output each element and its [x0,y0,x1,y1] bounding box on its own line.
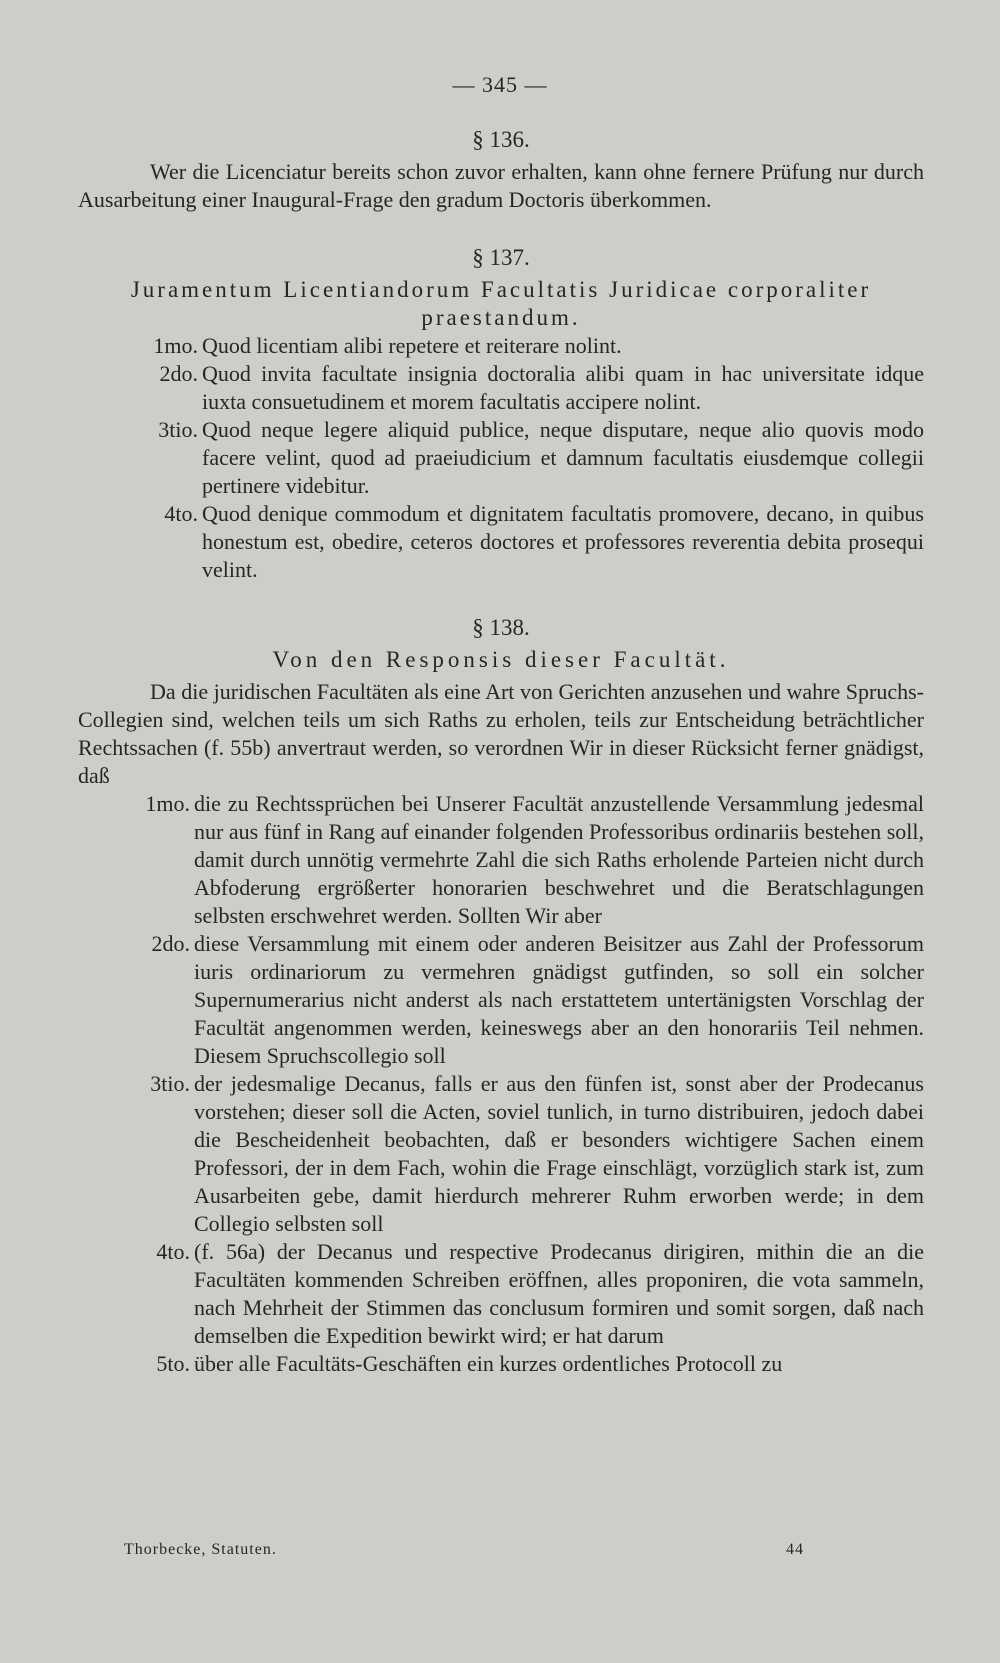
page-footer [124,1541,804,1559]
item-number: 2do. [151,931,190,956]
page-number: — 345 — [452,72,548,97]
item-text: (f. 56a) der Decanus und respective Prodecanus dirigiren, mithin die an die Facultäten kommenden Schreiben eröffnen, alles proponiren, die vota sammeln, nach Mehrheit der Stimmen das conclusum formiren und somit sorgen, daß nach demselben die Expedition bewirkt wird; er hat darum [194,1239,924,1348]
item-number: 3tio. [158,417,198,442]
footer-signature-mark: 44 [786,1541,804,1558]
list-item [78,790,924,930]
item-number: 5to. [156,1351,190,1376]
item-text: Quod denique commodum et dignitatem facultatis promovere, decano, in quibus honestum est, obedire, ceteros doctores et professores reverentia debita prosequi velint. [202,501,924,582]
list-item [78,1070,924,1238]
item-number: 4to. [156,1239,190,1264]
item-number: 4to. [164,501,198,526]
item-number: 2do. [159,361,198,386]
list-item [78,360,924,416]
list-item [78,930,924,1070]
item-number: 3tio. [150,1071,190,1096]
section-138-intro: Da die juridischen Facultäten als eine Art von Gerichten anzusehen und wahre Spruchs-Collegien sind, welchen teils um sich Raths zu erholen, teils zur Entscheidung beträchtlicher Rechtssachen (f. 55b) anvertraut werden, so verordnen Wir in dieser Rücksicht ferner gnädigst, daß [78,679,924,788]
list-item [78,332,924,360]
list-item [78,1238,924,1350]
footer-source: Thorbecke, Statuten. [124,1541,277,1558]
section-138-title: Von den Responsis dieser Facultät. [272,647,730,672]
section-136-text: Wer die Licenciatur bereits schon zuvor erhalten, kann ohne fernere Prüfung nur durch Ausarbeitung einer Inaugural-Frage den gradum Doctoris überkommen. [78,159,924,212]
item-text: über alle Facultäts-Geschäften ein kurzes ordentliches Protocoll zu [194,1351,783,1376]
item-text: Quod invita facultate insignia doctoralia alibi quam in hac universitate idque iuxta consuetudinem et morem facultatis accipere nolint. [202,361,924,414]
section-136-heading: § 136. [472,127,530,152]
item-text: die zu Rechtssprüchen bei Unserer Facultät anzustellende Versammlung jedesmal nur aus fünf in Rang auf einander folgenden Professoribus ordinariis bestehen soll, damit durch unnötig vermehrte Zahl die sich Raths erholende Parteien nicht durch Abfoderung ergrößerter honorarien beschwehret und die Beratschlagungen selbsten erschwehret werden. Sollten Wir aber [194,791,924,928]
section-137-heading: § 137. [472,245,530,270]
item-text: Quod licentiam alibi repetere et reiterare nolint. [202,333,622,358]
list-item [78,416,924,500]
list-item [78,1350,924,1378]
item-text: der jedesmalige Decanus, falls er aus den fünfen ist, sonst aber der Prodecanus vorstehen; dieser soll die Acten, soviel tunlich, in turno distribuiren, jedoch dabei die Bescheidenheit beobachten, daß er besonders wichtigere Sachen einem Professori, der in dem Fach, wohin die Frage einschlägt, vorzüglich stark ist, zum Ausarbeiten gebe, damit hierdurch mehrerer Ruhm erworben werde; in dem Collegio selbsten soll [194,1071,924,1236]
section-137-title: Juramentum Licentiandorum Facultatis Juridicae corporaliter praestandum. [130,277,872,330]
section-138-heading: § 138. [472,615,530,640]
list-item [78,500,924,584]
item-number: 1mo. [153,333,198,358]
page-content [78,126,924,1378]
item-text: diese Versammlung mit einem oder anderen Beisitzer aus Zahl der Professorum iuris ordinariorum zu vermehren gnädigst gutfinden, so soll ein solcher Supernumerarius nicht anderst als nach erstattetem untertänigsten Vorschlag der Facultät angenommen werden, keineswegs aber an den honorariis Teil nehmen. Diesem Spruchscollegio soll [194,931,924,1068]
item-number: 1mo. [145,791,190,816]
item-text: Quod neque legere aliquid publice, neque disputare, neque alio quovis modo facere velint, quod ad praeiudicium et damnum facultatis eiusdemque collegii pertinere videbitur. [202,417,924,498]
